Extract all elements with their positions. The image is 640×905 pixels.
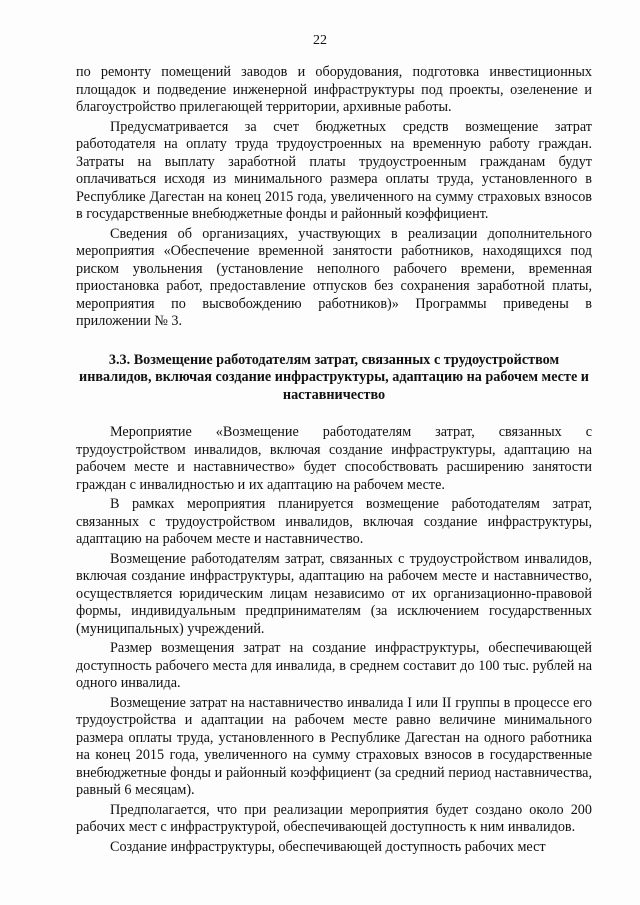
paragraph-budget-reimbursement: Предусматривается за счет бюджетных средств возмещение затрат работодателя на оплату труда трудоустроенных на временную работу граждан. Затраты на выплату заработной платы трудоустроенным гражданам будут оплачиваться исходя из минимального размера оплаты труда, установленного в Республике Дагестан на конец 2015 года, увеличенного на сумму страховых взносов в государственные внебюджетные фонды и районный коэффициент. bbox=[76, 118, 592, 222]
paragraph-infrastructure-creation: Создание инфраструктуры, обеспечивающей доступность рабочих мест bbox=[110, 838, 546, 855]
paragraph-continuation: по ремонту помещений заводов и оборудования, подготовка инвестиционных площадок и подведение инженерной инфраструктуры под проекты, озеленение и благоустройство прилегающей территории, архивные работы. bbox=[76, 64, 592, 115]
paragraph-expected-jobs: Предполагается, что при реализации мероприятия будет создано около 200 рабочих мест с инфраструктурой, обеспечивающей доступность к ним инвалидов. bbox=[76, 801, 592, 835]
paragraph-infrastructure-amount: Размер возмещения затрат на создание инфраструктуры, обеспечивающей доступность рабочего места для инвалида, в среднем составит до 100 тыс. рублей на одного инвалида. bbox=[76, 640, 592, 691]
document-body bbox=[76, 64, 592, 858]
paragraph-organizations-info: Сведения об организациях, участвующих в реализации дополнительного мероприятия «Обеспечение временной занятости работников, находящихся под риском увольнения (установление неполного рабочего времени, временная приостановка работ, предоставление отпусков без сохранения заработной платы, мероприятия по высвобождению работников)» Программы приведены в приложении № 3. bbox=[76, 225, 592, 329]
paragraph-mentoring-reimbursement: Возмещение затрат на наставничество инвалида I или II группы в процессе его трудоустройства и адаптации на рабочем месте равно величине минимального размера оплаты труда, установленного в Республике Дагестан на одного работника на конец 2015 года, увеличенного на сумму страховых взносов в государственные внебюджетные фонды и районный коэффициент (за средний период наставничества, равный 6 месяцам). bbox=[76, 694, 592, 798]
section-heading: 3.3. Возмещение работодателям затрат, связанных с трудоустройством инвалидов, включая создание инфраструктуры, адаптацию на рабочем месте и наставничество bbox=[79, 351, 589, 403]
paragraph-measure-plan: В рамках мероприятия планируется возмещение работодателям затрат, связанных с трудоустройством инвалидов, включая создание инфраструктуры, адаптацию на рабочем месте и наставничество. bbox=[76, 496, 592, 547]
page-number: 22 bbox=[313, 33, 327, 48]
paragraph-measure-description: Мероприятие «Возмещение работодателям затрат, связанных с трудоустройством инвалидов, включая создание инфраструктуры, адаптацию на рабочем месте и наставничество» будет способствовать расширению занятости граждан с инвалидностью и их адаптацию на рабочем месте. bbox=[76, 424, 592, 493]
paragraph-eligible-entities: Возмещение работодателям затрат, связанных с трудоустройством инвалидов, включая создание инфраструктуры, адаптацию на рабочем месте и наставничество, осуществляется юридическим лицам независимо от их организационно-правовой формы, индивидуальным предпринимателям (за исключением государственных (муниципальных) учреждений. bbox=[76, 550, 592, 637]
